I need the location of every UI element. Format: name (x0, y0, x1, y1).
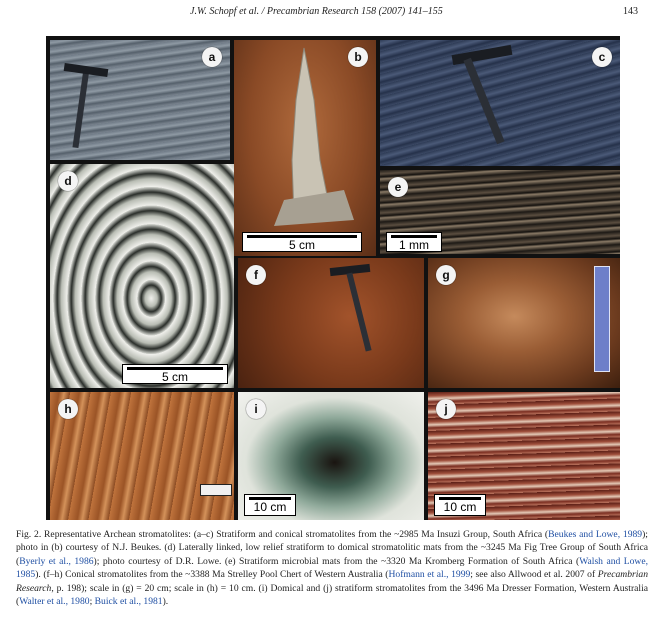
citation-link[interactable]: Walter et al., 1980 (19, 596, 90, 608)
page-header (0, 6, 660, 22)
panel-h-photo (50, 392, 234, 520)
panel-d-photo (50, 164, 234, 388)
hammer-icon (452, 45, 513, 65)
figure-caption: Fig. 2. Representative Archean stromatolites: (a–c) Stratiform and conical stromatolites from the ~2985 Ma Insuzi Group, South Africa (Beukes and Lowe, 1989); photo in (b) courtesy of N.J. Beukes. (d) Laterally linked, low relief stratiform to domical stromatolitic mats from the ~3245 Ma Fig Tree Group of South Africa (Byerly et al., 1986); photo courtesy of D.R. Lowe. (e) Stratiform microbial mats from the ~3320 Ma Kromberg Formation of South Africa (Walsh and Lowe, 1985). (f–h) Conical stromatolites from the ~3388 Ma Strelley Pool Chert of Western Australia (Hofmann et al., 1999; see also Allwood et al. 2007 of Precambrian Research, p. 198); scale in (g) = 20 cm; scale in (h) = 10 cm. (i) Domical and (j) stratiform stromatolites from the 3496 Ma Dresser Formation, Western Australia (Walter et al., 1980; Buick et al., 1981). (16, 529, 648, 608)
scale-card (200, 484, 232, 496)
panel-e-photo (380, 170, 620, 254)
scale-bar-e: 1 mm (386, 232, 442, 252)
figure-2 (46, 36, 620, 520)
panel-label-d: d (58, 171, 78, 191)
scale-bar-d: 5 cm (122, 364, 228, 384)
panel-label-e: e (388, 177, 408, 197)
panel-label-b: b (348, 47, 368, 67)
panel-label-i: i (246, 399, 266, 419)
page-number: 143 (623, 6, 638, 17)
scale-bar-i: 10 cm (244, 494, 296, 516)
running-head: J.W. Schopf et al. / Precambrian Research 158 (2007) 141–155 (190, 6, 443, 17)
scale-bar-b: 5 cm (242, 232, 362, 252)
panel-a-photo (50, 40, 230, 160)
hammer-icon (72, 68, 89, 148)
panel-label-c: c (592, 47, 612, 67)
panel-label-g: g (436, 265, 456, 285)
citation-link[interactable]: Hofmann et al., 1999 (388, 569, 471, 581)
panel-c-photo (380, 40, 620, 166)
citation-link[interactable]: Byerly et al., 1986 (19, 555, 94, 567)
citation-link[interactable]: Beukes and Lowe, 1989 (548, 529, 643, 540)
scale-bar-j: 10 cm (434, 494, 486, 516)
conical-stromatolite-shape (234, 40, 376, 256)
citation-link[interactable]: Walsh and Lowe, 1985 (16, 555, 648, 581)
panel-label-j: j (436, 399, 456, 419)
panel-g-photo (428, 258, 620, 388)
panel-i-photo (238, 392, 424, 520)
scale-ruler (594, 266, 610, 372)
panel-label-h: h (58, 399, 78, 419)
panel-label-a: a (202, 47, 222, 67)
panel-label-f: f (246, 265, 266, 285)
panel-j-photo (428, 392, 620, 520)
citation-link[interactable]: Buick et al., 1981 (94, 596, 163, 608)
panel-b-photo (234, 40, 376, 256)
panel-f-photo (238, 258, 424, 388)
